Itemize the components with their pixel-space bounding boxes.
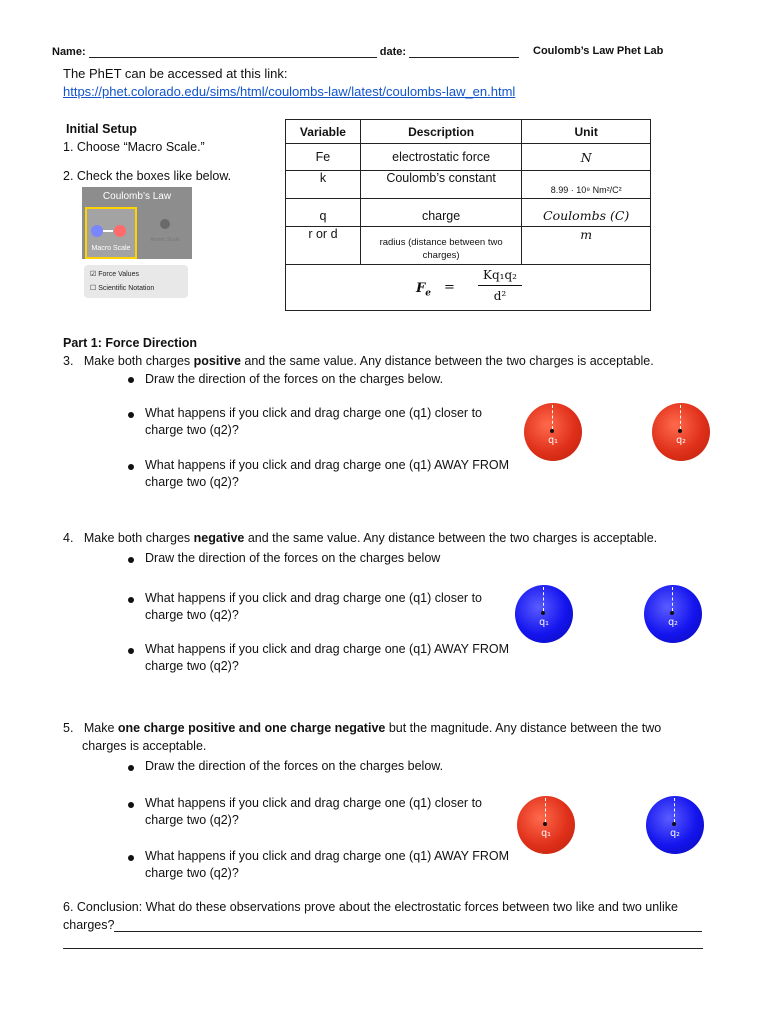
conclusion-line-1: charges? — [63, 918, 702, 932]
q2-negative-charge: q₂ — [646, 796, 704, 854]
unit-cell: m — [522, 227, 651, 265]
table-row — [286, 199, 651, 227]
conclusion-line-2 — [63, 935, 703, 949]
setup-step-2: 2. Check the boxes like below. — [63, 169, 232, 183]
q2-negative-charge: q₂ — [644, 585, 702, 643]
formula-equals: = — [444, 280, 455, 295]
question-5: 5. Make one charge positive and one charge negative but the magnitude. Any distance between the two — [63, 721, 662, 735]
scientific-notation-option[interactable] — [90, 284, 154, 292]
bullet-dot — [128, 648, 134, 654]
phet-settings-screenshot — [82, 187, 192, 300]
q4-bullet-1: Draw the direction of the forces on the charges below — [145, 551, 441, 565]
table-header-row — [286, 120, 651, 144]
question-5-cont: charges is acceptable. — [82, 739, 207, 753]
conclusion-question: 6. Conclusion: What do these observations prove about the electrostatic forces between two like and two unlike — [63, 900, 678, 914]
description-cell: Coulomb’s constant — [360, 171, 521, 199]
fraction-bar — [478, 285, 522, 286]
bullet-dot — [128, 464, 134, 470]
answer-line[interactable] — [63, 936, 703, 949]
setup-step-1: 1. Choose “Macro Scale.” — [63, 140, 205, 154]
formula-cell — [286, 265, 651, 311]
question-4: 4. Make both charges negative and the same value. Any distance between the two charges is acceptable. — [63, 531, 658, 545]
formula-denominator: d² — [493, 289, 507, 303]
header-variable: Variable — [286, 120, 361, 144]
formula-numerator: Kq₁q₂ — [483, 268, 517, 282]
variables-table — [285, 119, 651, 311]
unit-cell: 8.99 · 10⁹ Nm²/C² — [522, 171, 651, 199]
bullet-dot — [128, 855, 134, 861]
q3-bullet-1: Draw the direction of the forces on the charges below. — [145, 372, 444, 386]
phet-title: Coulomb’s Law — [102, 191, 172, 202]
variable-cell: q — [286, 199, 361, 227]
document-title: Coulomb’s Law Phet Lab — [533, 45, 664, 57]
description-cell: radius (distance between two charges) — [360, 227, 521, 265]
checked-box-icon: ☑ — [90, 271, 97, 278]
q2-positive-charge: q₂ — [652, 403, 710, 461]
description-cell: electrostatic force — [360, 144, 521, 171]
bullet-dot — [128, 597, 134, 603]
q4-bullet-2: What happens if you click and drag charge one (q1) closer to charge two (q2)? — [145, 591, 482, 622]
variable-cell: k — [286, 171, 361, 199]
macro-scale-tile — [85, 207, 137, 259]
table-row — [286, 227, 651, 265]
bullet-dot — [128, 765, 134, 771]
checkbox-panel — [84, 265, 188, 298]
header-line — [52, 45, 519, 58]
force-values-option[interactable] — [90, 270, 139, 278]
setup-heading: Initial Setup — [66, 122, 137, 136]
formula-lhs: $F_e$ — [416, 281, 431, 299]
name-field[interactable] — [89, 45, 377, 58]
answer-line[interactable] — [114, 919, 702, 932]
table-row — [286, 144, 651, 171]
q5-bullet-1: Draw the direction of the forces on the charges below. — [145, 759, 444, 773]
date-label: date: — [379, 46, 407, 58]
description-cell: charge — [360, 199, 521, 227]
q5-bullet-2: What happens if you click and drag charge one (q1) closer to charge two (q2)? — [145, 796, 482, 827]
unit-cell: N — [522, 144, 651, 171]
table-row — [286, 171, 651, 199]
q3-bullet-3: What happens if you click and drag charge one (q1) AWAY FROM charge two (q2)? — [145, 458, 510, 489]
bullet-dot — [128, 412, 134, 418]
unit-cell: Coulombs (C) — [522, 199, 651, 227]
question-3: 3. Make both charges positive and the same value. Any distance between the two charges is acceptable. — [63, 354, 654, 368]
q1-positive-charge: q₁ — [524, 403, 582, 461]
scientific-notation-label: Scientific Notation — [98, 285, 155, 292]
bullet-dot — [128, 802, 134, 808]
force-values-label: Force Values — [98, 271, 139, 278]
formula-row — [286, 265, 651, 311]
header-unit: Unit — [522, 120, 651, 144]
bullet-dot — [128, 557, 134, 563]
date-field[interactable] — [409, 45, 519, 58]
phet-link[interactable]: https://phet.colorado.edu/sims/html/coulombs-law/latest/coulombs-law_en.html — [63, 84, 516, 99]
q3-bullet-2: What happens if you click and drag charge one (q1) closer to charge two (q2)? — [145, 406, 482, 437]
variable-cell: r or d — [286, 227, 361, 265]
scale-panel — [82, 187, 192, 259]
unchecked-box-icon: ☐ — [90, 285, 97, 292]
q1-negative-charge: q₁ — [515, 585, 573, 643]
atomic-scale-tile — [142, 209, 188, 253]
q4-bullet-3: What happens if you click and drag charge one (q1) AWAY FROM charge two (q2)? — [145, 642, 510, 673]
header-description: Description — [360, 120, 521, 144]
intro-text: The PhET can be accessed at this link: — [63, 66, 288, 81]
variable-cell: Fe — [286, 144, 361, 171]
macro-scale-label: Macro Scale — [91, 245, 131, 252]
name-label: Name: — [52, 46, 86, 58]
q5-bullet-3: What happens if you click and drag charge one (q1) AWAY FROM charge two (q2)? — [145, 849, 510, 880]
bullet-dot — [128, 377, 134, 383]
part1-heading: Part 1: Force Direction — [63, 336, 198, 350]
q1-positive-charge: q₁ — [517, 796, 575, 854]
atomic-scale-label: Atomic Scale — [150, 237, 180, 243]
